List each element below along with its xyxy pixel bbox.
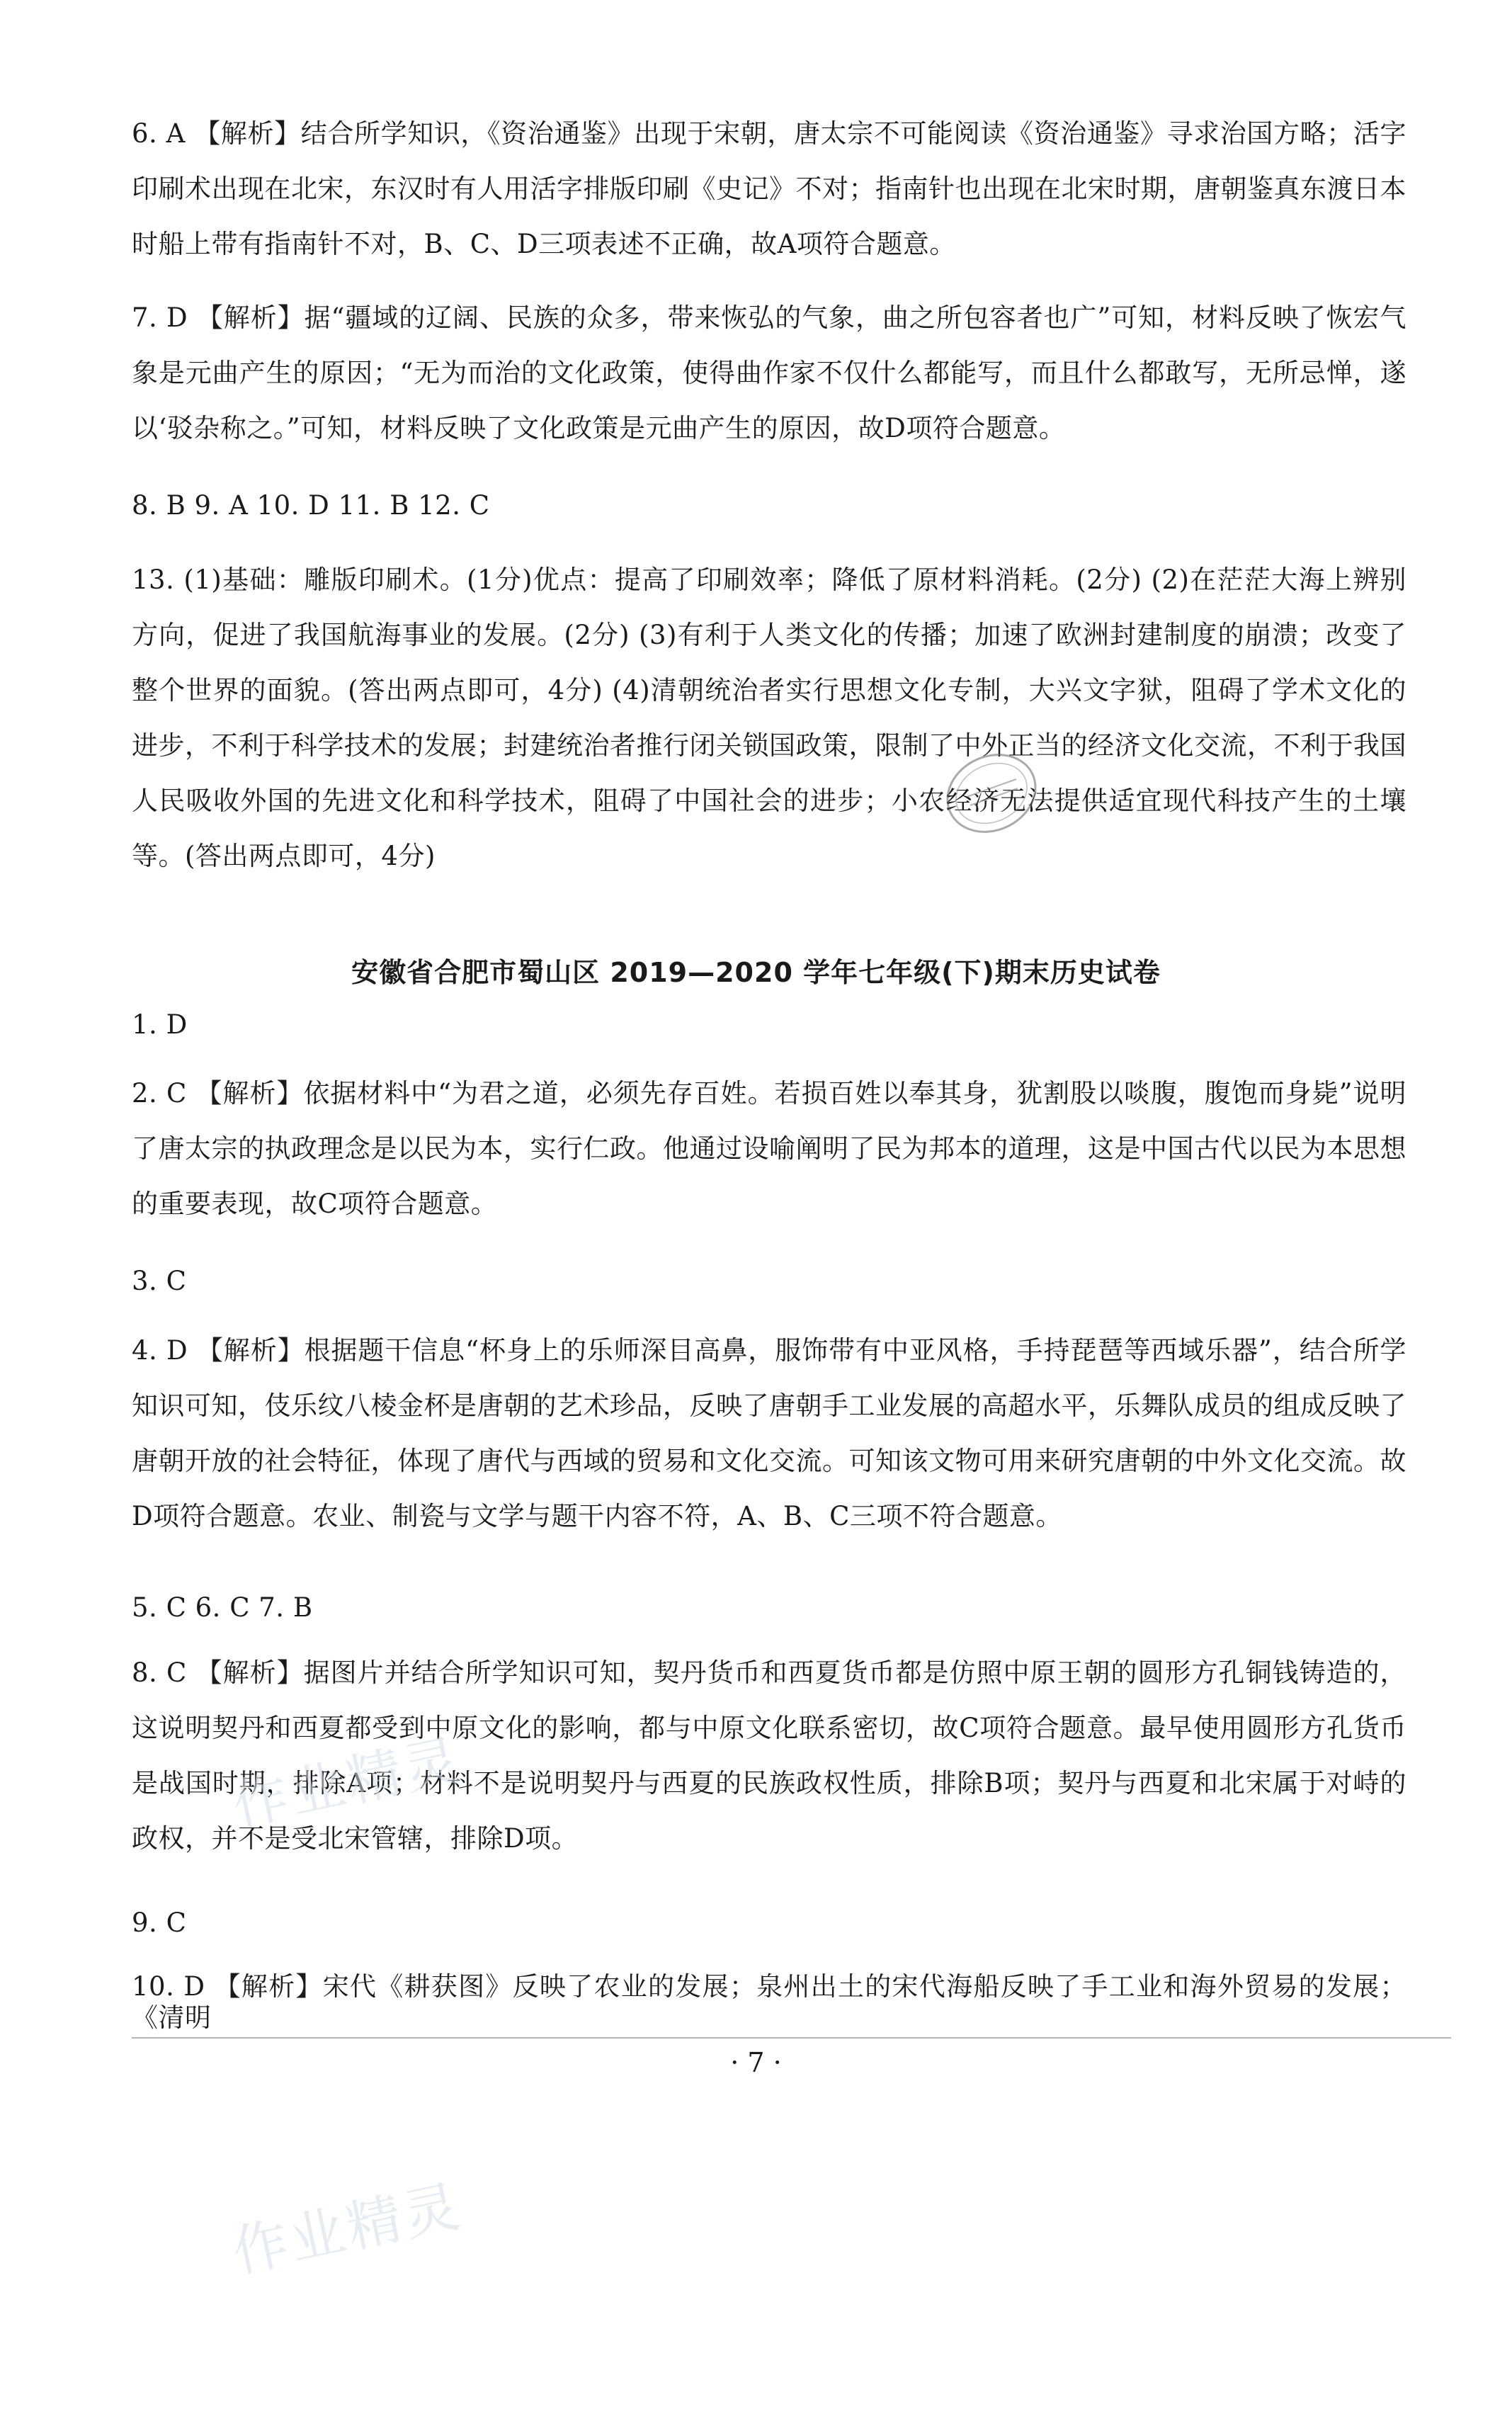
section-title: 安徽省合肥市蜀山区 2019—2020 学年七年级(下)期末历史试卷	[351, 957, 1161, 988]
exam-answer-3: 3. C	[132, 1266, 187, 1296]
watermark-text-bottom: 作业精灵	[227, 2174, 468, 2285]
answer-items-8-12: 8. B 9. A 10. D 11. B 12. C	[132, 490, 490, 521]
watermark-text: 作业精灵	[227, 1728, 468, 1839]
answer-item-6: 6. A 【解析】结合所学知识，《资治通鉴》出现于宋朝，唐太宗不可能阅读《资治通鉴》寻求治国方略；活字印刷术出现在北宋，东汉时有人用活字排版印刷《史记》不对；指南针也出现在北宋时期，唐朝鉴真东渡日本时船上带有指南针不对，B、C、D三项表述不正确，故A项符合题意。	[132, 118, 1406, 259]
exam-answer-8: 8. C 【解析】据图片并结合所学知识可知，契丹货币和西夏货币都是仿照中原王朝的圆形方孔铜钱铸造的，这说明契丹和西夏都受到中原文化的影响，都与中原文化联系密切，故C项符合题意。最早使用圆形方孔货币是战国时期，排除A项；材料不是说明契丹与西夏的民族政权性质，排除B项；契丹与西夏和北宋属于对峙的政权，并不是受北宋管辖，排除D项。	[132, 1657, 1406, 1854]
exam-answer-2: 2. C 【解析】依据材料中“为君之道，必须先存百姓。若损百姓以奉其身，犹割股以啖腹，腹饱而身毙”说明了唐太宗的执政理念是以民为本，实行仁政。他通过设喻阐明了民为邦本的道理，这是中国古代以民为本思想的重要表现，故C项符合题意。	[132, 1078, 1406, 1219]
footer-divider	[132, 2037, 1451, 2039]
exam-answer-1: 1. D	[132, 1009, 188, 1040]
exam-answer-9: 9. C	[132, 1908, 187, 1938]
exam-answer-10: 10. D 【解析】宋代《耕获图》反映了农业的发展；泉州出土的宋代海船反映了手工业和海外贸易的发展；《清明	[132, 1971, 1406, 2033]
exam-answers-5-7: 5. C 6. C 7. B	[132, 1592, 313, 1623]
exam-answer-4: 4. D 【解析】根据题干信息“杯身上的乐师深目高鼻，服饰带有中亚风格，手持琵琶等西域乐器”，结合所学知识可知，伎乐纹八棱金杯是唐朝的艺术珍品，反映了唐朝手工业发展的高超水平，乐舞队成员的组成反映了唐朝开放的社会特征，体现了唐代与西域的贸易和文化交流。可知该文物可用来研究唐朝的中外文化交流。故D项符合题意。农业、制瓷与文学与题干内容不符，A、B、C三项不符合题意。	[132, 1335, 1406, 1531]
answer-item-13: 13. (1)基础：雕版印刷术。(1分)优点：提高了印刷效率；降低了原材料消耗。(2分) (2)在茫茫大海上辨别方向，促进了我国航海事业的发展。(2分) (3)有利于人类文化的传播；加速了欧洲封建制度的崩溃；改变了整个世界的面貌。(答出两点即可，4分) (4)清朝统治者实行思想文化专制，大兴文字狱，阻碍了学术文化的进步，不利于科学技术的发展；封建统治者推行闭关锁国政策，限制了中外正当的经济文化交流，不利于我国人民吸收外国的先进文化和科学技术，阻碍了中国社会的进步；小农经济无法提供适宜现代科技产生的土壤等。(答出两点即可，4分)	[132, 565, 1406, 871]
page-number: · 7 ·	[730, 2047, 782, 2078]
answer-item-7: 7. D 【解析】据“疆域的辽阔、民族的众多，带来恢弘的气象，曲之所包容者也广”可知，材料反映了恢宏气象是元曲产生的原因；“无为而治的文化政策，使得曲作家不仅什么都能写，而且什么都敢写，无所忌惮，遂以‘驳杂称之。”可知，材料反映了文化政策是元曲产生的原因，故D项符合题意。	[132, 302, 1406, 443]
stamp-icon	[938, 740, 1045, 846]
